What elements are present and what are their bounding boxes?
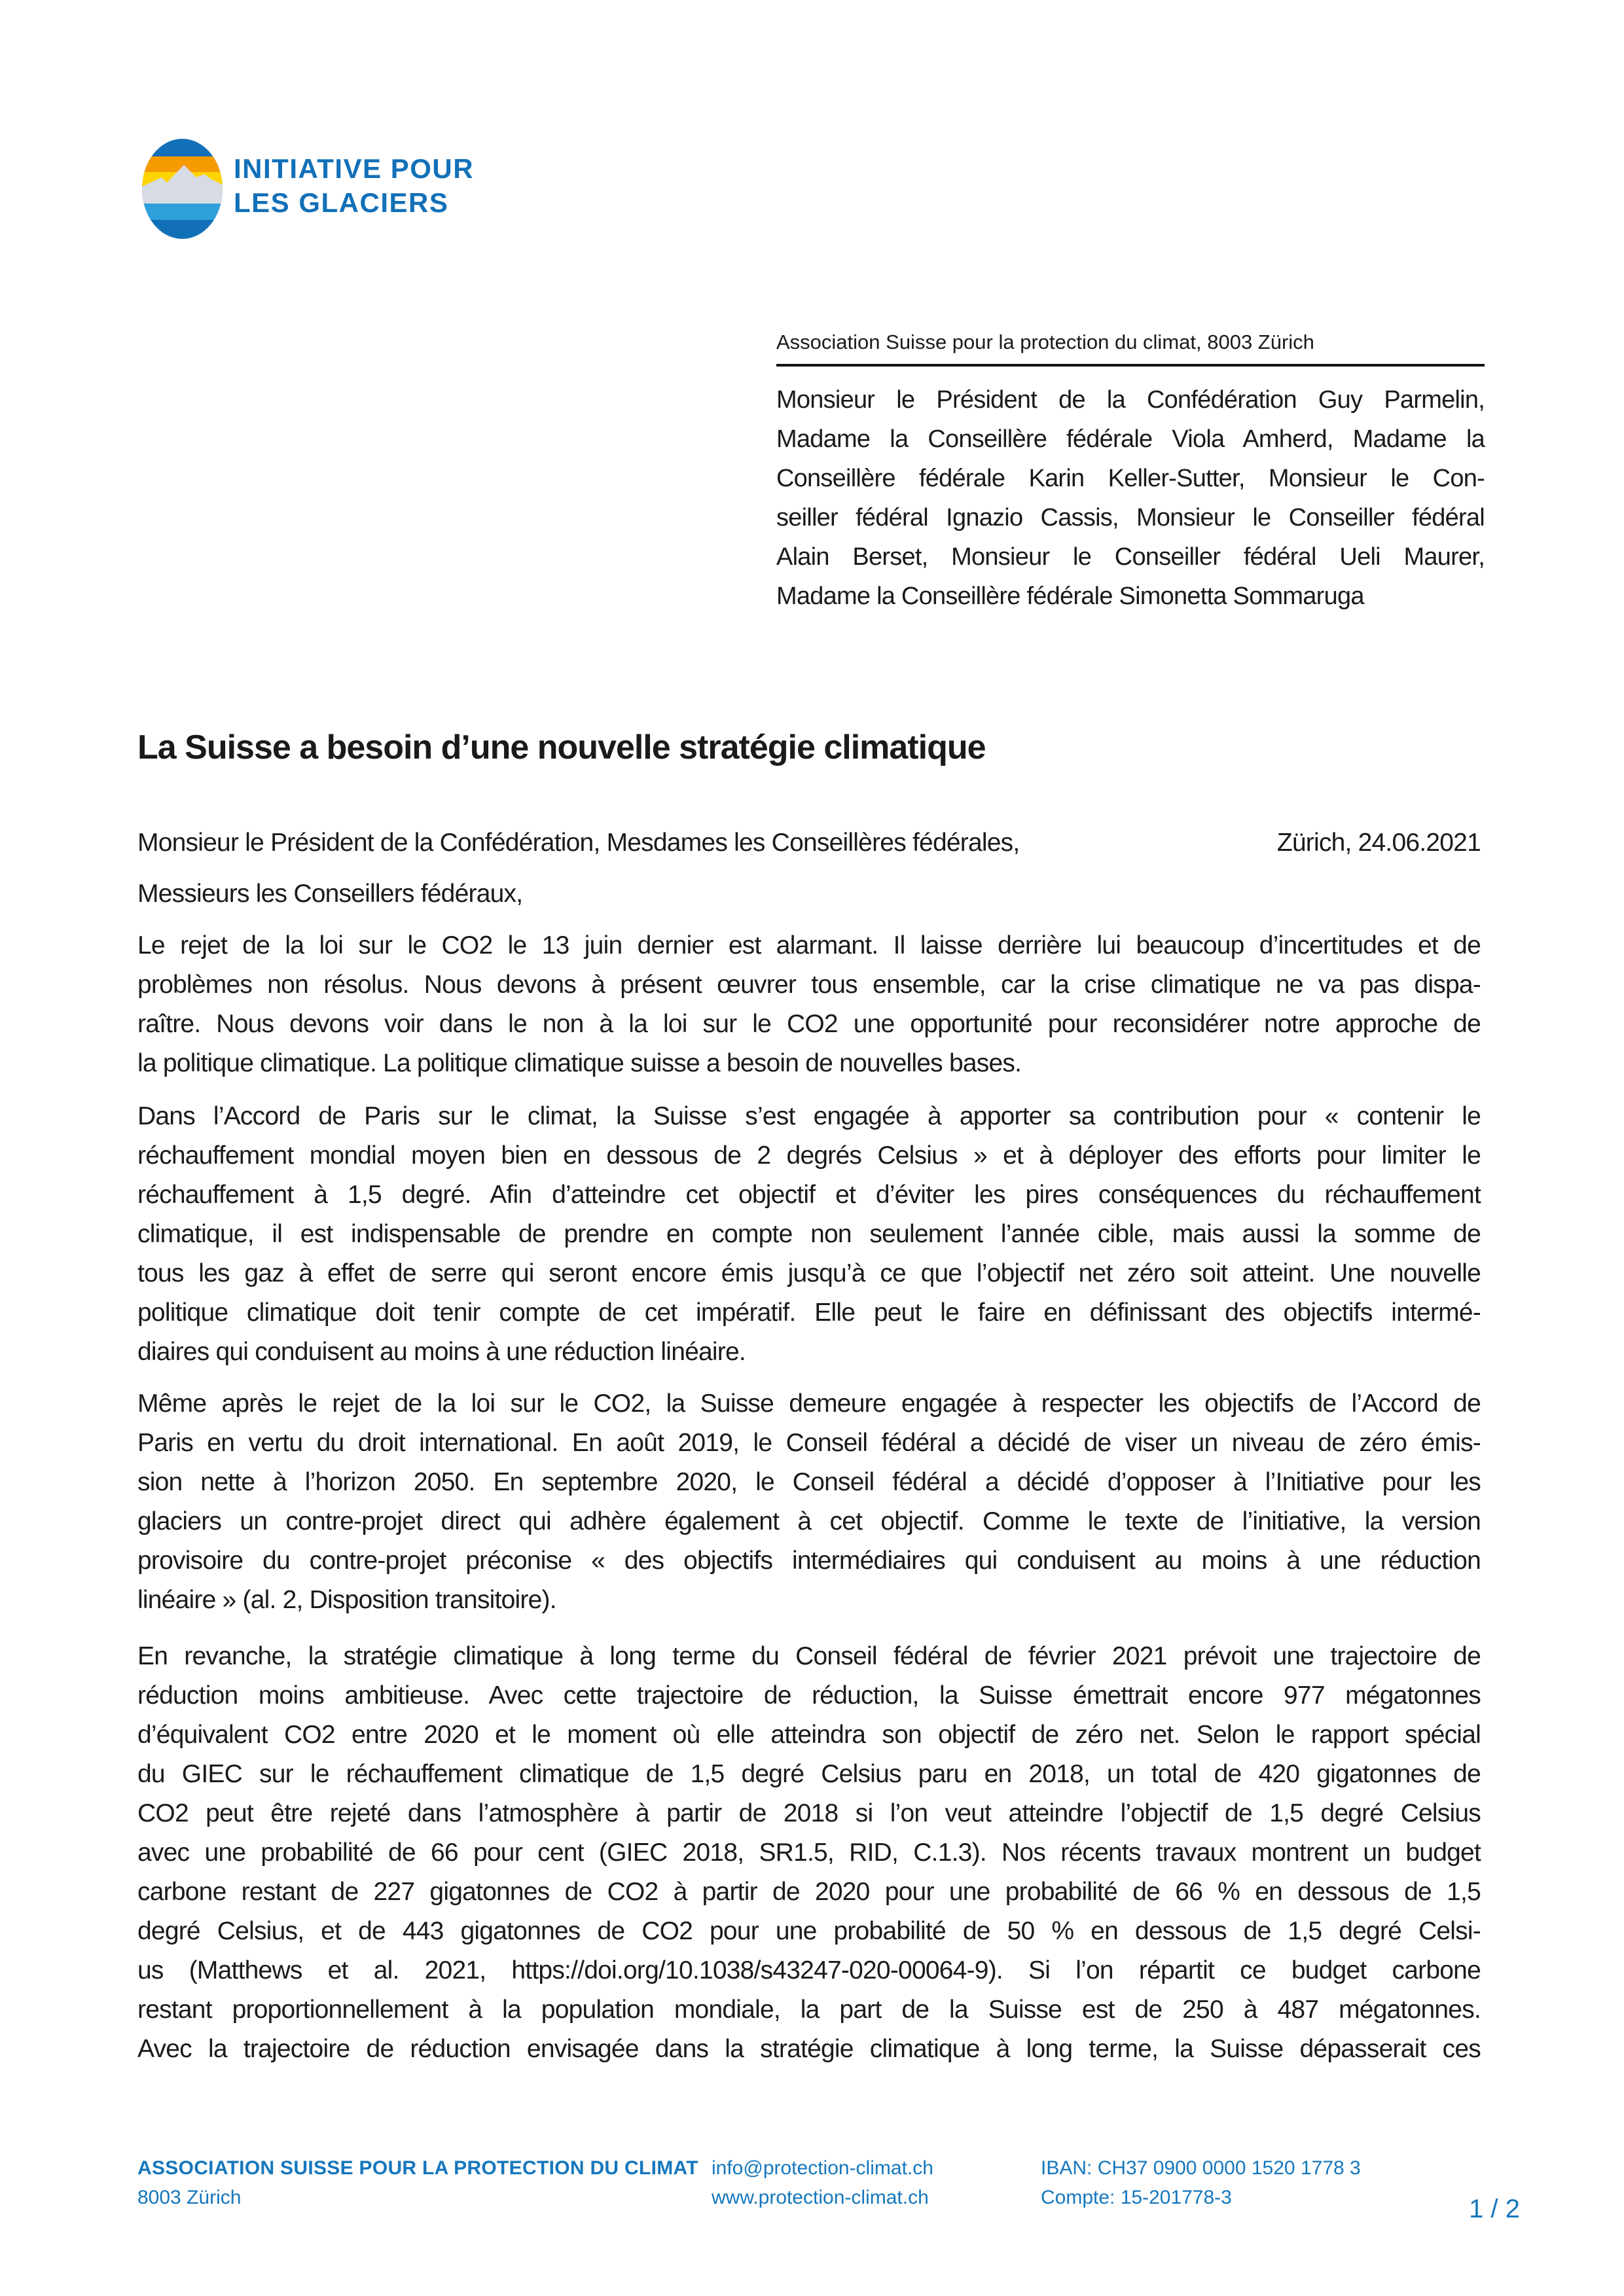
text-line: Paris en vertu du droit international. En août 2019, le Conseil fédéral a décidé de viser un niveau de zéro émis-	[137, 1429, 1481, 1457]
footer-org-city: 8003 Zürich	[137, 2187, 242, 2208]
footer-banking	[1041, 2153, 1361, 2212]
text-line: Monsieur le Président de la Confédération Guy Parmelin,	[776, 386, 1485, 414]
text-line: Conseillère fédérale Karin Keller-Sutter, Monsieur le Con-	[776, 465, 1485, 492]
text-line: du GIEC sur le réchauffement climatique de 1,5 degré Celsius paru en 2018, un total de 420 gigatonnes de	[137, 1760, 1481, 1788]
text-line: us (Matthews et al. 2021, https://doi.org/10.1038/s43247-020-00064-9). Si l’on répartit ce budget carbone	[137, 1956, 1481, 1984]
text-line: degré Celsius, et de 443 gigatonnes de CO2 pour une probabilité de 50 % en dessous de 1,5 degré Celsi-	[137, 1917, 1481, 1945]
paragraph-3	[137, 1384, 1481, 1620]
text-line: avec une probabilité de 66 pour cent (GIEC 2018, SR1.5, RID, C.1.3). Nos récents travaux montrent un budget	[137, 1839, 1481, 1867]
text-line: réchauffement mondial moyen bien en dessous de 2 degrés Celsius » et à déployer des efforts pour limiter le	[137, 1141, 1481, 1170]
footer-organization	[137, 2153, 698, 2212]
text-line: politique climatique doit tenir compte de cet impératif. Elle peut le faire en définissant des objectifs intermé-	[137, 1299, 1481, 1327]
letter-title: La Suisse a besoin d’une nouvelle stratégie climatique	[137, 728, 986, 766]
page-number: 1 / 2	[1469, 2195, 1520, 2223]
footer-contact	[712, 2153, 933, 2212]
text-line: diaires qui conduisent au moins à une réduction linéaire.	[137, 1338, 746, 1366]
paragraph-4	[137, 1637, 1481, 2069]
footer-website: www.protection-climat.ch	[712, 2187, 929, 2208]
logo-wordmark-line1: INITIATIVE POUR	[234, 153, 475, 184]
paragraph-2	[137, 1097, 1481, 1372]
footer-iban: IBAN: CH37 0900 0000 1520 1778 3	[1041, 2157, 1361, 2179]
footer-email: info@protection-climat.ch	[712, 2157, 933, 2179]
text-line: En revanche, la stratégie climatique à long terme du Conseil fédéral de février 2021 prévoit une trajectoire de	[137, 1642, 1481, 1670]
text-line: sion nette à l’horizon 2050. En septembre 2020, le Conseil fédéral a décidé d’opposer à l’Initiative pour les	[137, 1468, 1481, 1496]
text-line: d’équivalent CO2 entre 2020 et le moment où elle atteindra son objectif de zéro net. Selon le rapport spécial	[137, 1721, 1481, 1749]
text-line: carbone restant de 227 gigatonnes de CO2 à partir de 2020 pour une probabilité de 66 % en dessous de 1,5	[137, 1878, 1481, 1906]
text-line: réduction moins ambitieuse. Avec cette trajectoire de réduction, la Suisse émettrait encore 977 mégatonnes	[137, 1681, 1481, 1710]
text-line: Même après le rejet de la loi sur le CO2, la Suisse demeure engagée à respecter les objectifs de l’Accord de	[137, 1390, 1481, 1418]
salutation-line1: Monsieur le Président de la Confédération, Mesdames les Conseillères fédérales,	[137, 829, 1020, 857]
text-line: linéaire » (al. 2, Disposition transitoire).	[137, 1586, 556, 1614]
text-line: problèmes non résolus. Nous devons à présent œuvrer tous ensemble, car la crise climatique ne va pas dispa-	[137, 971, 1481, 999]
text-line: provisoire du contre-projet préconise « des objectifs intermédiaires qui conduisent au moins à une réduction	[137, 1547, 1481, 1575]
glacier-mountain-icon	[142, 139, 223, 239]
text-line: la politique climatique. La politique climatique suisse a besoin de nouvelles bases.	[137, 1049, 1022, 1077]
footer-account: Compte: 15-201778-3	[1041, 2187, 1232, 2208]
text-line: glaciers un contre-projet direct qui adhère également à cet objectif. Comme le texte de l’initiative, la version	[137, 1507, 1481, 1535]
text-line: CO2 peut être rejeté dans l’atmosphère à partir de 2018 si l’on veut atteindre l’objectif de 1,5 degré Celsius	[137, 1799, 1481, 1827]
text-line: Dans l’Accord de Paris sur le climat, la Suisse s’est engagée à apporter sa contribution pour « contenir le	[137, 1102, 1481, 1130]
paragraph-1	[137, 926, 1481, 1083]
text-line: Avec la trajectoire de réduction envisagée dans la stratégie climatique à long terme, la Suisse dépasserait ces	[137, 2035, 1481, 2063]
logo-wordmark-line2: LES GLACIERS	[234, 187, 449, 218]
logo-wordmark	[234, 152, 474, 220]
text-line: climatique, il est indispensable de prendre en compte non seulement l’année cible, mais aussi la somme de	[137, 1220, 1481, 1248]
text-line: Madame la Conseillère fédérale Simonetta Sommaruga	[776, 583, 1364, 610]
sender-return-address: Association Suisse pour la protection du climat, 8003 Zürich	[776, 331, 1314, 353]
place-date: Zürich, 24.06.2021	[1276, 829, 1481, 857]
text-line: Madame la Conseillère fédérale Viola Amherd, Madame la	[776, 425, 1485, 453]
text-line: seiller fédéral Ignazio Cassis, Monsieur le Conseiller fédéral	[776, 504, 1485, 531]
text-line: Alain Berset, Monsieur le Conseiller fédéral Ueli Maurer,	[776, 543, 1485, 571]
footer-org-name: ASSOCIATION SUISSE POUR LA PROTECTION DU CLIMAT	[137, 2157, 698, 2179]
salutation-line2: Messieurs les Conseillers fédéraux,	[137, 880, 523, 908]
recipient-address	[776, 380, 1485, 616]
text-line: tous les gaz à effet de serre qui seront encore émis jusqu’à ce que l’objectif net zéro soit atteint. Une nouvelle	[137, 1259, 1481, 1287]
text-line: restant proportionnellement à la population mondiale, la part de la Suisse est de 250 à 487 mégatonnes.	[137, 1996, 1481, 2024]
text-line: Le rejet de la loi sur le CO2 le 13 juin dernier est alarmant. Il laisse derrière lui beaucoup d’incertitudes et de	[137, 931, 1481, 960]
sender-rule-divider	[776, 364, 1485, 367]
text-line: réchauffement à 1,5 degré. Afin d’atteindre cet objectif et d’éviter les pires conséquences du réchauffement	[137, 1181, 1481, 1209]
text-line: raître. Nous devons voir dans le non à la loi sur le CO2 une opportunité pour reconsidérer notre approche de	[137, 1010, 1481, 1038]
recipient-block	[776, 329, 1485, 616]
salutation-row	[137, 823, 1481, 863]
